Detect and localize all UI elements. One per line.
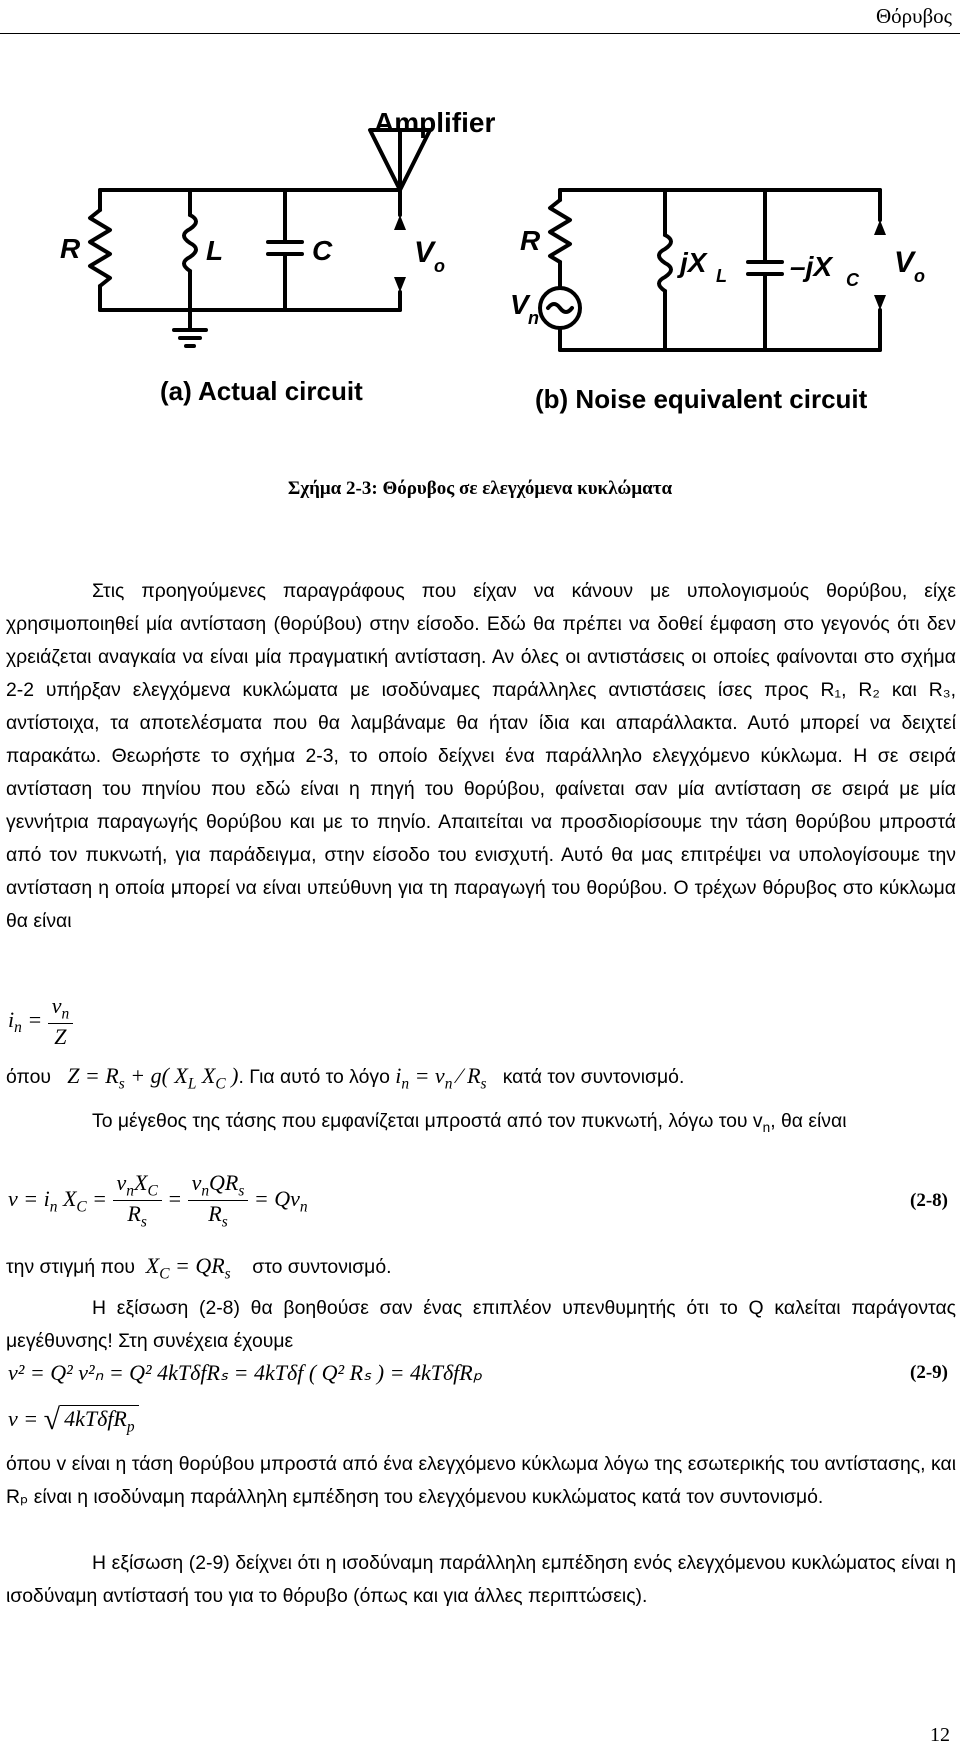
label-c-a: C (312, 235, 333, 266)
paragraph-1: Στις προηγούμενες παραγράφους που είχαν να κάνουν με υπολογισμούς θορύβου, είχε χρησιμοποιηθεί μία αντίσταση (θορύβου) στην είσοδο. Εδώ θα πρέπει να δοθεί έμφαση στο γεγονός ότι δεν χρειάζεται αναγκαία να είναι μία πραγματική αντίσταση. Αν όλες οι αντιστάσεις οι οποίες φαίνονται στο σχήμα 2-2 υπήρξαν ελεγχόμενα κυκλώματα με ισοδύναμες παράλληλες αντιστάσεις ίσες προς R₁, R₂ και R₃, αντίστοιχα, τα αποτελέσματα που θα λαμβάναμε θα ήταν ίδια και απαράλλακτα. Αυτό μπορεί να δειχτεί παρακάτω. Θεωρήστε το σχήμα 2-3, το οποίο δείχνει ένα παράλληλο ελεγχόμενο κύκλωμα. Η σε σειρά αντίσταση του πηνίου που εδώ είναι η πηγή του θορύβου, φαίνεται σαν μία αντίσταση σε σειρά με μία γεννήτρια παραγωγής θορύβου και με το πηνίο. Απαιτείται να προσδιορίσουμε την τάση θορύβου μπροστά από τον πυκνωτή, για παράδειγμα, στην είσοδο του ενισχυτή. Αυτό θα μας επιτρέψει να υπολογίσουμε την αντίσταση η οποία μπορεί να είναι υπεύθυνη για τη παραγωγή του θορύβου. Ο τρέχων θόρυβος στο κύκλωμα θα είναι (6, 580, 956, 932)
paragraph-5: Η εξίσωση (2-9) δείχνει ότι η ισοδύναμη παράλληλη εμπέδηση ενός ελεγχόμενου κυκλώματος είναι η ισοδύναμη αντίστασή του για το θόρυβο (όπως και για άλλες περιπτώσεις). (6, 1552, 956, 1607)
equation-in: $i_n$ = $\frac{v_n}{Z}$ (8, 993, 73, 1050)
label-vo-a-sub: o (434, 256, 445, 276)
caption-b: (b) Noise equivalent circuit (535, 384, 868, 414)
label-vo-b-sub: o (914, 266, 925, 286)
line-stigmi: την στιγμή που $X_C = QR_s$ στο συντονισμό. (6, 1253, 392, 1283)
label-vo-a: V (414, 236, 435, 269)
line-opou: όπου $Z = R_s + g$( $X_L$ $X_C$ ). Για αυτό το λόγο $i_n = v_n$ ⁄ $R_s$ κατά τον συντονισμό. (6, 1063, 685, 1093)
running-header: Θόρυβος (875, 4, 952, 28)
label-jxc: –jX (790, 251, 833, 282)
caption-a: (a) Actual circuit (160, 376, 363, 406)
amplifier-label: Amplifier (374, 107, 496, 138)
equation-sqrt: v = √ 4kTδfR$_p$ (8, 1403, 139, 1437)
page-number: 12 (930, 1724, 950, 1746)
equation-2-9: v² = Q² v²ₙ = Q² 4kTδfRₛ = 4kTδf ( Q² Rₛ ) = 4kTδfRₚ (8, 1360, 483, 1385)
label-jxc-sub: C (846, 270, 859, 290)
label-jxl: jX (680, 247, 707, 278)
label-r-a: R (60, 233, 81, 264)
label-l-a: L (206, 235, 224, 266)
circuit-figure (0, 50, 960, 430)
paragraph-4: όπου v είναι η τάση θορύβου μπροστά από ένα ελεγχόμενο κύκλωμα λόγω της εσωτερικής του αντίστασης, και Rₚ είναι η ισοδύναμη παράλληλη εμπέδηση του ελεγχόμενου κυκλώματος κατά τον συντονισμό. (6, 1453, 956, 1508)
label-r-b: R (520, 225, 541, 256)
label-vn-b-sub: n (528, 308, 539, 328)
figure-caption: Σχήμα 2-3: Θόρυβος σε ελεγχόμενα κυκλώματα (287, 478, 673, 499)
label-jxl-sub: L (716, 266, 727, 286)
equation-2-8-label: (2-8) (910, 1190, 948, 1211)
label-vo-b: V (894, 246, 915, 279)
header-rule (0, 33, 960, 34)
equation-2-9-label: (2-9) (910, 1362, 948, 1383)
label-vn-b: V (510, 289, 529, 320)
paragraph-3: Η εξίσωση (2-8) θα βοηθούσε σαν ένας επιπλέον υπενθυμητής ότι το Q καλείται παράγοντας μεγέθυνσης! Στη συνέχεια έχουμε (6, 1297, 956, 1352)
equation-2-8: $v = i_n$ $X_C$ = $\frac{v_nX_C}{R_s}$ = $\frac{v_nQR_s}{R_s}$ = $Qv_n$ (8, 1170, 308, 1231)
paragraph-2: Το μέγεθος της τάσης που εμφανίζεται μπροστά από τον πυκνωτή, λόγω του $v_n$, θα είναι (92, 1110, 847, 1135)
